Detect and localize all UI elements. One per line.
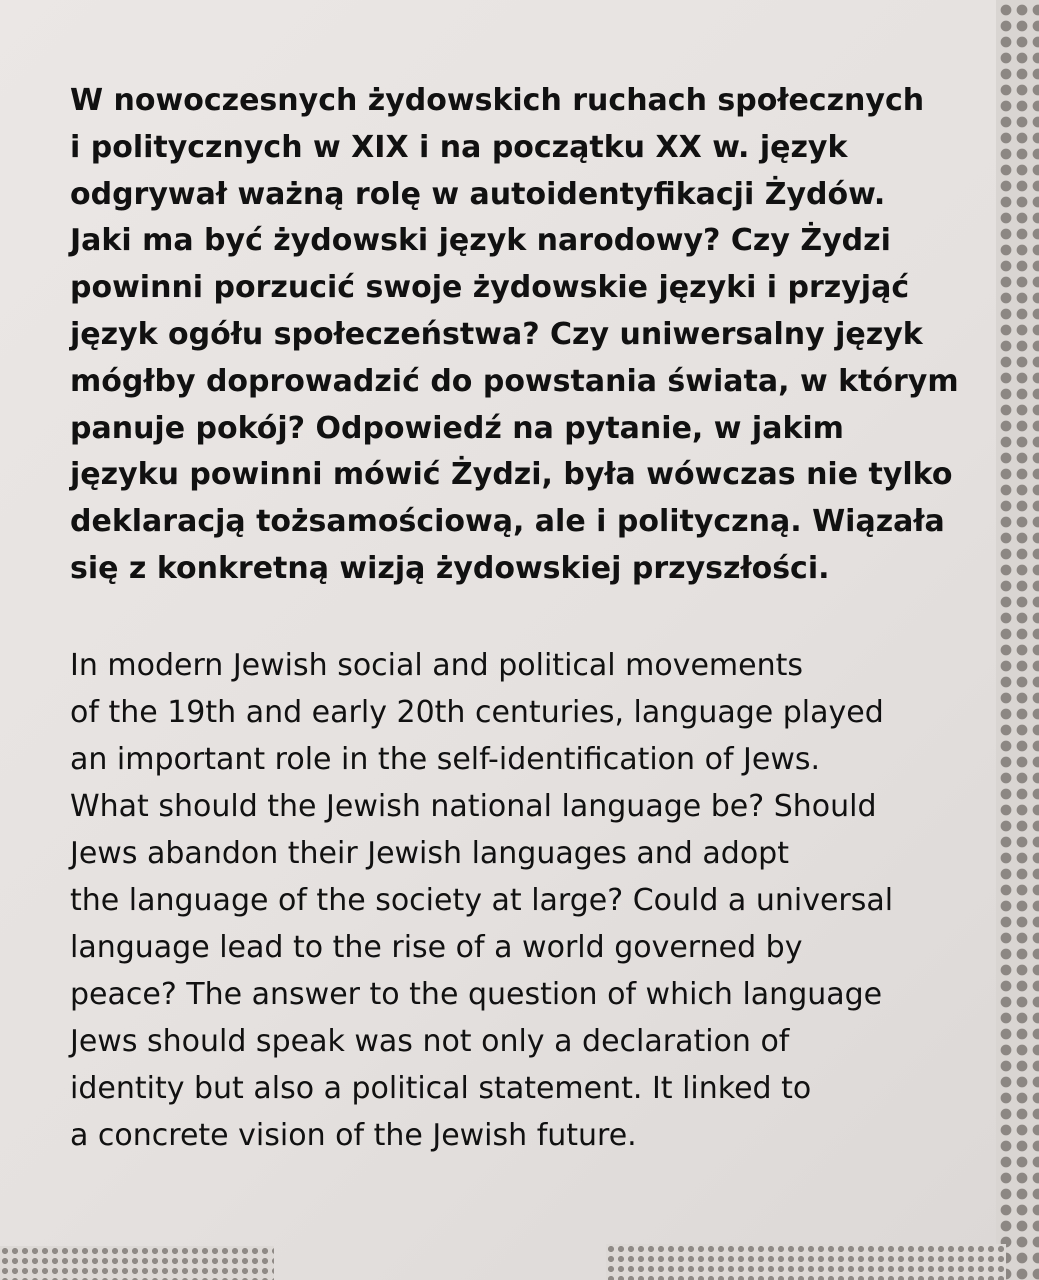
english-line: identity but also a political statement. It linked to xyxy=(70,1071,812,1106)
dot-pattern-bottom-left xyxy=(0,1246,274,1280)
polish-line: W nowoczesnych żydowskich ruchach społecznych xyxy=(70,83,925,118)
polish-line: odgrywał ważną rolę w autoidentyfikacji Żydów. xyxy=(70,176,886,212)
polish-line: się z konkretną wizją żydowskiej przyszłości. xyxy=(70,550,830,586)
english-line: In modern Jewish social and political movements xyxy=(70,648,804,683)
polish-line: języku powinni mówić Żydzi, była wówczas nie tylko xyxy=(70,457,953,493)
english-line: Jews abandon their Jewish languages and adopt xyxy=(70,836,789,871)
english-line: an important role in the self-identification of Jews. xyxy=(70,742,821,777)
polish-line: Jaki ma być żydowski język narodowy? Czy Żydzi xyxy=(70,223,891,259)
polish-line: panuje pokój? Odpowiedź na pytanie, w jakim xyxy=(70,410,844,446)
english-paragraph xyxy=(70,642,970,1159)
english-line: Jews should speak was not only a declaration of xyxy=(70,1024,790,1059)
english-line: the language of the society at large? Could a universal xyxy=(70,883,894,918)
english-line: What should the Jewish national language be? Should xyxy=(70,789,877,824)
dot-pattern-bottom-right xyxy=(606,1244,1006,1280)
english-line: of the 19th and early 20th centuries, language played xyxy=(70,695,884,730)
english-line: peace? The answer to the question of which language xyxy=(70,977,883,1012)
polish-line: powinni porzucić swoje żydowskie języki i przyjąć xyxy=(70,270,910,306)
english-line: a concrete vision of the Jewish future. xyxy=(70,1118,637,1153)
polish-line: język ogółu społeczeństwa? Czy uniwersalny język xyxy=(70,316,923,352)
dot-pattern-right-border xyxy=(996,0,1039,1280)
polish-line: i politycznych w XIX i na początku XX w. język xyxy=(70,129,848,165)
polish-line: deklaracją tożsamościową, ale i polityczną. Wiązała xyxy=(70,504,945,540)
polish-paragraph xyxy=(70,78,970,593)
english-line: language lead to the rise of a world governed by xyxy=(70,930,803,965)
polish-line: mógłby doprowadzić do powstania świata, w którym xyxy=(70,363,959,399)
